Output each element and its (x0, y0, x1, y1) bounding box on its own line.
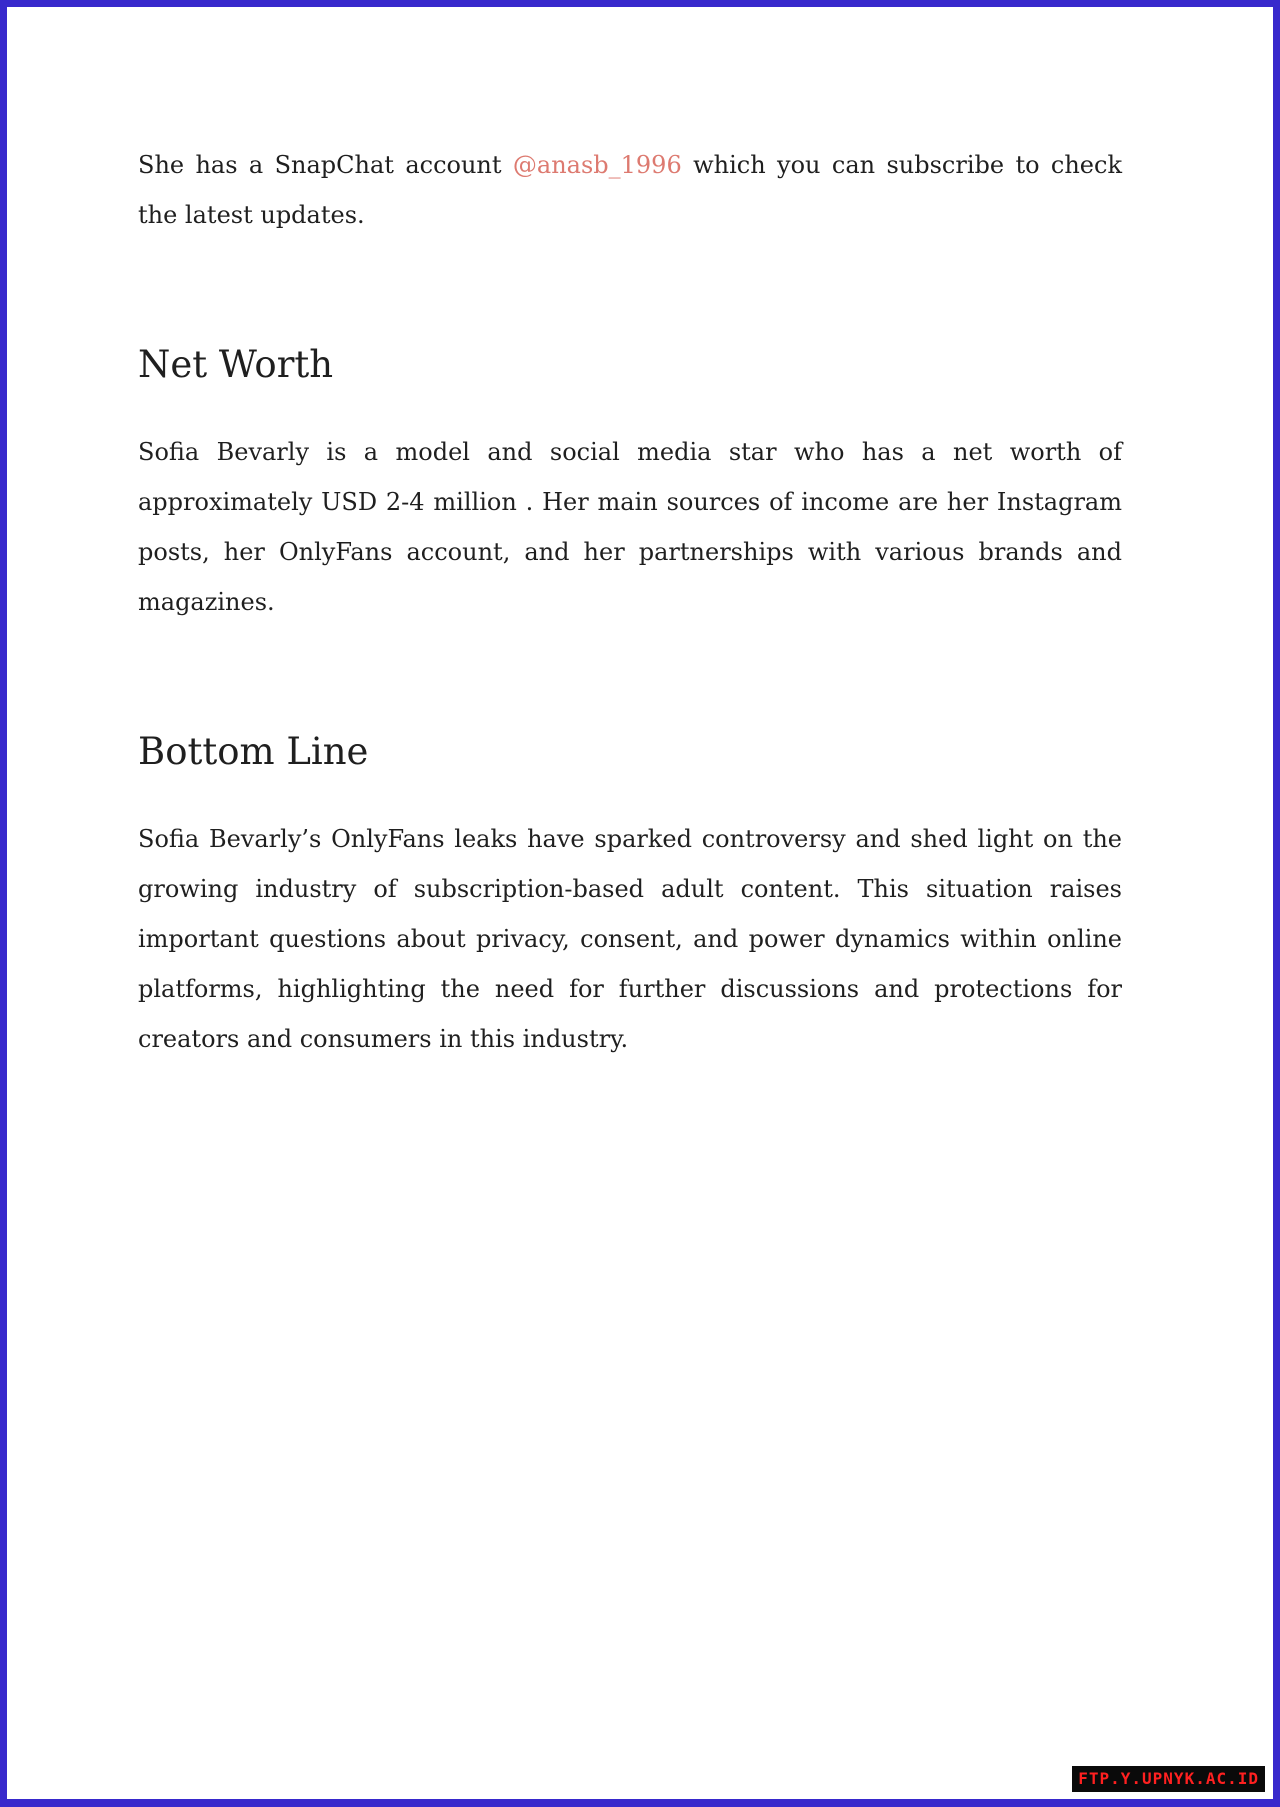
text-line (138, 140, 1122, 190)
text-line: creators and consumers in this industry. (138, 1025, 629, 1053)
text-line: Sofia Bevarly’s OnlyFans leaks have sparked controversy and shed light on the (138, 825, 1122, 853)
text-line: posts, her OnlyFans account, and her partnerships with various brands and (138, 538, 1122, 566)
text-line: Sofia Bevarly is a model and social media star who has a net worth of (138, 438, 1122, 466)
intro-text-pre: She has a SnapChat account (138, 151, 513, 179)
intro-text-post: which you can subscribe to check (681, 151, 1122, 179)
section-heading-bottom-line: Bottom Line (138, 730, 369, 773)
text-line: approximately USD 2-4 million . Her main sources of income are her Instagram (138, 488, 1122, 516)
snapchat-handle-link[interactable]: @anasb_1996 (512, 151, 682, 179)
text-line: the latest updates. (138, 201, 365, 229)
net-worth-paragraph (138, 427, 1122, 627)
intro-paragraph (138, 140, 1122, 240)
text-line: growing industry of subscription-based adult content. This situation raises (138, 875, 1122, 903)
text-line: important questions about privacy, consent, and power dynamics within online (138, 925, 1122, 953)
watermark-badge: FTP.Y.UPNYK.AC.ID (1072, 1766, 1265, 1792)
section-heading-net-worth: Net Worth (138, 343, 334, 386)
bottom-line-paragraph (138, 814, 1122, 1064)
text-line: magazines. (138, 588, 275, 616)
text-line: platforms, highlighting the need for further discussions and protections for (138, 975, 1122, 1003)
